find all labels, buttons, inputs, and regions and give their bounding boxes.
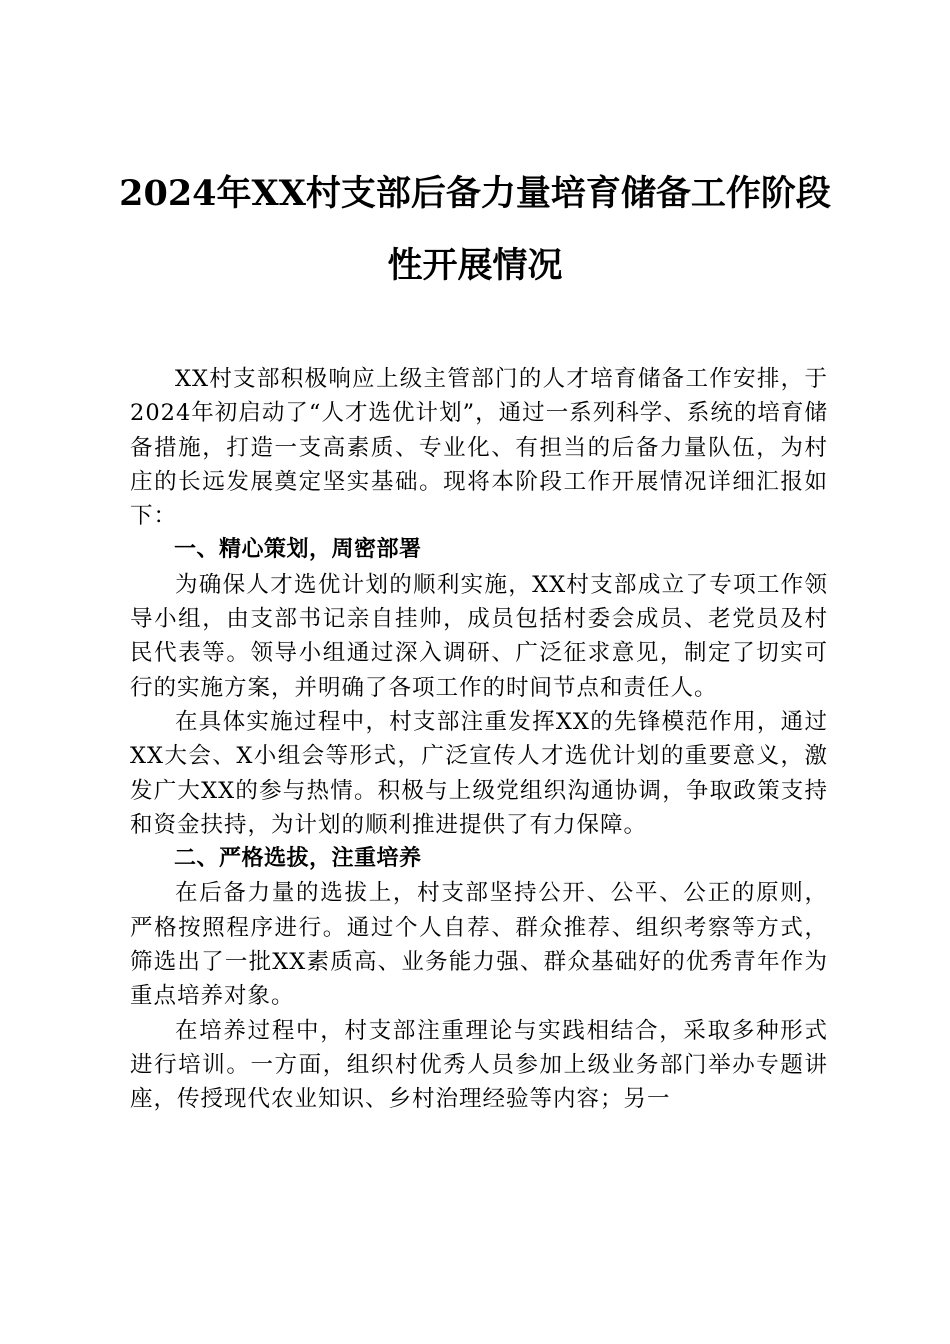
document-title-line-2: 性开展情况 [387, 245, 563, 286]
section-1-paragraph-1: 为确保人才选优计划的顺利实施，XX村支部成立了专项工作领导小组，由支部书记亲自挂帅，成员包括村委会成员、老党员及村民代表等。领导小组通过深入调研、广泛征求意见，制定了切实可行的实施方案，并明确了各项工作的时间节点和责任人。 [130, 571, 828, 701]
section-2-paragraph-1: 在后备力量的选拔上，村支部坚持公开、公平、公正的原则，严格按照程序进行。通过个人自荐、群众推荐、组织考察等方式，筛选出了一批XX素质高、业务能力强、群众基础好的优秀青年作为重点培养对象。 [130, 880, 828, 1010]
document-body [130, 362, 828, 1117]
document-title-line-1: 2024年XX村支部后备力量培育储备工作阶段 [119, 173, 831, 214]
section-heading-2: 二、严格选拔，注重培养 [174, 846, 422, 872]
section-1-paragraph-2: 在具体实施过程中，村支部注重发挥XX的先锋模范作用，通过XX大会、X小组会等形式，广泛宣传人才选优计划的重要意义，激发广大XX的参与热情。积极与上级党组织沟通协调，争取政策支持和资金扶持，为计划的顺利推进提供了有力保障。 [130, 708, 828, 838]
section-heading-1: 一、精心策划，周密部署 [174, 537, 422, 563]
section-2-paragraph-2: 在培养过程中，村支部注重理论与实践相结合，采取多种形式进行培训。一方面，组织村优秀人员参加上级业务部门举办专题讲座，传授现代农业知识、乡村治理经验等内容；另一 [130, 1017, 828, 1113]
intro-paragraph: XX村支部积极响应上级主管部门的人才培育储备工作安排，于2024年初启动了“人才选优计划”，通过一系列科学、系统的培育储备措施，打造一支高素质、专业化、有担当的后备力量队伍，为村庄的长远发展奠定坚实基础。现将本阶段工作开展情况详细汇报如下： [130, 366, 828, 530]
